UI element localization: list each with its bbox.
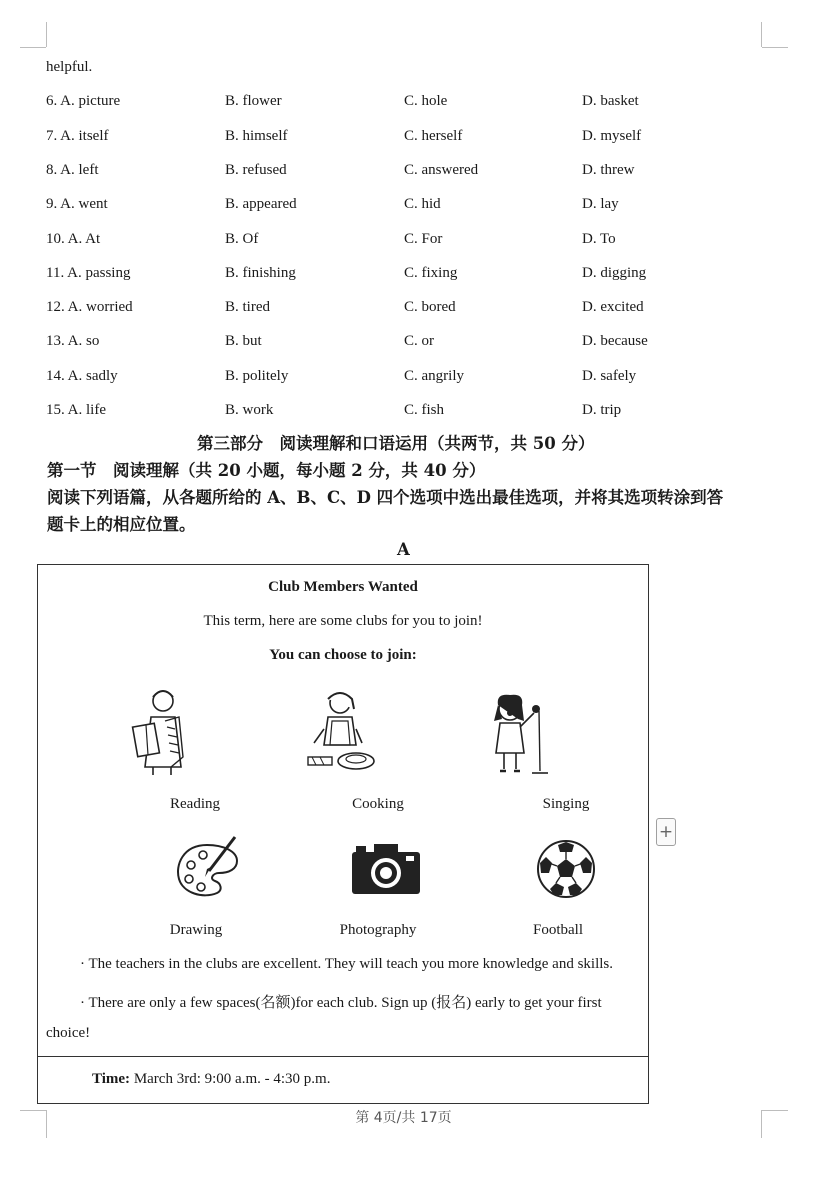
option-a: 13. A. so: [46, 333, 100, 349]
option-d: D. because: [582, 333, 648, 349]
option-b: B. but: [225, 333, 262, 349]
section-title: 第一节 阅读理解（共 20 小题，每小题 2 分，共 40 分）: [47, 461, 486, 480]
option-a: 10. A. At: [46, 231, 101, 247]
option-d: D. lay: [582, 196, 619, 212]
football-icon: [536, 839, 596, 899]
option-a: 14. A. sadly: [46, 368, 118, 384]
notice-time: [92, 1071, 330, 1088]
option-c: C. For: [404, 231, 443, 247]
option-c: C. fish: [404, 402, 445, 418]
option-row: [46, 299, 766, 319]
option-b: B. finishing: [225, 265, 296, 281]
option-d: D. To: [582, 231, 616, 247]
option-a: 12. A. worried: [46, 299, 133, 315]
crop-mark: [762, 47, 788, 48]
notice-title: Club Members Wanted: [268, 579, 418, 595]
option-b: B. flower: [225, 93, 282, 109]
option-b: B. appeared: [225, 196, 297, 212]
option-b: B. refused: [225, 162, 287, 178]
notice-choose: You can choose to join:: [269, 647, 417, 663]
club-notice-box: [37, 564, 649, 1104]
option-d: D. trip: [582, 402, 622, 418]
notice-divider: [38, 1056, 648, 1057]
option-row: [46, 368, 766, 388]
option-c: C. fixing: [404, 265, 458, 281]
crop-mark: [761, 22, 762, 47]
crop-mark: [20, 47, 46, 48]
option-row: [46, 265, 766, 285]
option-d: D. threw: [582, 162, 635, 178]
option-b: B. Of: [225, 231, 259, 247]
club-label-football: Football: [532, 922, 583, 938]
option-c: C. bored: [404, 299, 456, 315]
option-row: [46, 231, 766, 251]
option-b: B. politely: [225, 368, 289, 384]
option-row: [46, 128, 766, 148]
option-c: C. answered: [404, 162, 479, 178]
option-d: D. digging: [582, 265, 647, 281]
notice-intro: This term, here are some clubs for you to join!: [203, 613, 483, 629]
time-value: March 3rd: 9:00 a.m. - 4:30 p.m.: [133, 1071, 331, 1087]
club-label-singing: Singing: [542, 796, 590, 812]
option-b: B. tired: [225, 299, 270, 315]
option-d: D. safely: [582, 368, 637, 384]
option-c: C. herself: [404, 128, 463, 144]
option-a: 8. A. left: [46, 162, 99, 178]
instruction-text: 阅读下列语篇，从各题所给的 A、B、C、D 四个选项中选出最佳选项，并将其选项转涂到答: [47, 488, 724, 507]
option-a: 15. A. life: [46, 402, 106, 418]
cooking-girl-picture: [304, 687, 382, 777]
club-label-reading: Reading: [170, 796, 220, 812]
page-footer: 第 4页/共 17页: [355, 1110, 452, 1126]
instruction-text-cont: 题卡上的相应位置。: [47, 515, 196, 534]
notice-bullet-teachers: · The teachers in the clubs are excellent. They will teach you more knowledge and skills.: [80, 956, 614, 972]
time-label: Time:: [92, 1071, 131, 1087]
palette-icon: [173, 835, 243, 903]
option-b: B. work: [225, 402, 274, 418]
option-a: 6. A. picture: [46, 93, 121, 109]
crop-mark: [46, 22, 47, 47]
option-d: D. basket: [582, 93, 639, 109]
part-title: 第三部分 阅读理解和口语运用（共两节，共 50 分）: [197, 434, 595, 453]
reading-boy-picture: [131, 687, 201, 777]
singing-girl-picture: [484, 691, 554, 777]
add-content-button[interactable]: +: [656, 818, 676, 846]
option-a: 7. A. itself: [46, 128, 109, 144]
notice-bullet-spaces-cont: choice!: [46, 1025, 91, 1041]
club-label-cooking: Cooking: [352, 796, 404, 812]
camera-icon: [350, 840, 422, 896]
option-a: 9. A. went: [46, 196, 108, 212]
option-row: [46, 162, 766, 182]
notice-bullet-spaces: · There are only a few spaces(名额)for each club. Sign up (报名) early to get your first: [80, 995, 602, 1011]
passage-label: A: [397, 540, 410, 559]
club-label-photography: Photography: [339, 922, 417, 938]
option-row: [46, 402, 766, 422]
option-b: B. himself: [225, 128, 288, 144]
option-row: [46, 93, 766, 113]
option-a: 11. A. passing: [46, 265, 131, 281]
club-label-drawing: Drawing: [169, 922, 223, 938]
option-row: [46, 333, 766, 353]
option-row: [46, 196, 766, 216]
option-c: C. angrily: [404, 368, 464, 384]
option-c: C. hid: [404, 196, 441, 212]
option-d: D. excited: [582, 299, 644, 315]
option-c: C. or: [404, 333, 434, 349]
option-c: C. hole: [404, 93, 448, 109]
intro-tail-text: helpful.: [46, 59, 93, 75]
option-d: D. myself: [582, 128, 642, 144]
